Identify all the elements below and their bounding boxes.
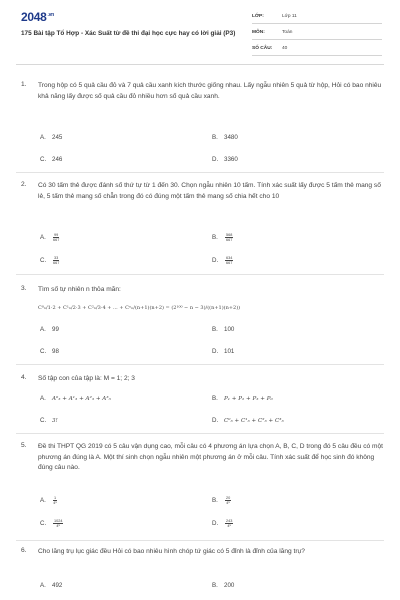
question-number: 4. — [21, 374, 27, 381]
meta-label: MÔN: — [252, 30, 265, 35]
option-letter: B. — [212, 582, 218, 589]
fraction-denominator: 4⁵ — [53, 500, 57, 505]
meta-label: LỚP: — [252, 14, 264, 19]
question-divider — [16, 172, 384, 173]
option-a[interactable] — [40, 496, 58, 505]
option-d[interactable] — [212, 348, 234, 355]
meta-row-subject — [252, 26, 382, 40]
option-a[interactable] — [40, 233, 60, 242]
option-value: 3360 — [224, 156, 238, 163]
option-letter: C. — [40, 520, 47, 528]
question-formula: C⁰ₙ/1·2 + C¹ₙ/2·3 + C²ₙ/3·4 + ... + Cⁿₙ/(n+1)(n+2) = (2¹⁰⁰ − n − 3)/((n+1)(n+2)) — [38, 305, 241, 311]
fraction-numerator: 33 — [54, 256, 59, 260]
option-value: C⁰₃ + C¹₃ + C²₃ + C³₃ — [224, 418, 284, 424]
question-number: 6. — [21, 547, 27, 554]
fraction-denominator: 4⁵ — [226, 500, 230, 505]
option-c[interactable] — [40, 417, 58, 424]
option-value: 3! — [52, 418, 58, 424]
option-d[interactable] — [212, 519, 234, 528]
option-letter: C. — [40, 156, 47, 163]
fraction-denominator: 667 — [226, 260, 233, 265]
logo-suffix: .vn — [47, 12, 54, 18]
option-letter: B. — [212, 134, 218, 141]
option-letter: C. — [40, 417, 47, 424]
option-b[interactable] — [212, 326, 234, 333]
question-number: 3. — [21, 285, 27, 292]
fraction-denominator: 4⁵ — [56, 523, 61, 528]
option-value: 99 — [52, 326, 59, 333]
fraction-denominator: 667 — [53, 237, 60, 242]
site-logo[interactable] — [21, 10, 54, 24]
option-b[interactable] — [212, 582, 234, 589]
meta-value: Lớp 11 — [282, 14, 297, 19]
option-fraction — [225, 256, 233, 265]
header-divider — [16, 64, 384, 65]
question-divider — [16, 274, 384, 275]
option-a[interactable] — [40, 395, 111, 402]
fraction-numerator: 99 — [54, 233, 59, 237]
option-value: 245 — [52, 134, 63, 141]
option-d[interactable] — [212, 417, 284, 424]
option-fraction — [53, 519, 63, 528]
option-letter: D. — [212, 520, 219, 528]
option-value: 246 — [52, 156, 63, 163]
fraction-numerator: 1024 — [54, 519, 63, 523]
fraction-numerator: 634 — [226, 256, 233, 260]
option-c[interactable] — [40, 256, 60, 265]
question-divider — [16, 364, 384, 365]
option-letter: A. — [40, 234, 46, 242]
option-letter: A. — [40, 497, 46, 505]
meta-value: Toán — [282, 30, 293, 35]
option-letter: A. — [40, 582, 46, 589]
option-letter: D. — [212, 417, 219, 424]
fraction-numerator: 20 — [226, 496, 231, 500]
fraction-numerator: 568 — [226, 233, 233, 237]
fraction-numerator: 1 — [54, 496, 57, 500]
option-d[interactable] — [212, 256, 234, 265]
option-a[interactable] — [40, 134, 62, 141]
option-letter: D. — [212, 348, 219, 355]
option-letter: B. — [212, 326, 218, 333]
option-value: 98 — [52, 348, 59, 355]
question-number: 1. — [21, 81, 27, 88]
option-letter: D. — [212, 257, 219, 265]
option-letter: A. — [40, 134, 46, 141]
option-letter: A. — [40, 395, 46, 402]
option-value: 100 — [224, 326, 235, 333]
option-c[interactable] — [40, 156, 62, 163]
meta-value: 40 — [282, 46, 288, 51]
option-fraction — [53, 256, 59, 265]
option-value: 101 — [224, 348, 235, 355]
meta-row-count — [252, 42, 382, 56]
fraction-denominator: 667 — [53, 260, 60, 265]
option-b[interactable] — [212, 233, 234, 242]
option-letter: D. — [212, 156, 219, 163]
fraction-denominator: 4⁵ — [227, 523, 232, 528]
option-b[interactable] — [212, 134, 238, 141]
option-c[interactable] — [40, 348, 59, 355]
option-b[interactable] — [212, 395, 273, 402]
question-number: 2. — [21, 181, 27, 188]
option-value: 200 — [224, 582, 235, 589]
option-value: 492 — [52, 582, 63, 589]
option-c[interactable] — [40, 519, 64, 528]
option-value: 3480 — [224, 134, 238, 141]
meta-row-class — [252, 10, 382, 24]
fraction-denominator: 667 — [226, 237, 233, 242]
question-divider — [16, 540, 384, 541]
option-letter: C. — [40, 348, 47, 355]
option-a[interactable] — [40, 326, 59, 333]
option-letter: C. — [40, 257, 47, 265]
option-letter: B. — [212, 497, 218, 505]
logo-main: 2048 — [21, 10, 47, 24]
question-text: Số tập con của tập là: M = 1; 2; 3 — [38, 375, 135, 382]
option-value: P₁ + P₂ + P₃ + P₀ — [224, 396, 273, 402]
option-b[interactable] — [212, 496, 232, 505]
option-fraction — [225, 496, 231, 505]
meta-label: SỐ CÂU: — [252, 46, 273, 51]
question-divider — [16, 433, 384, 434]
option-letter: B. — [212, 395, 218, 402]
option-letter: A. — [40, 326, 46, 333]
option-fraction — [53, 496, 57, 505]
option-value: A⁰₃ + A¹₃ + A²₃ + A³₃ — [52, 396, 111, 402]
question-text: Cho lăng trụ lục giác đều Hỏi có bao nhiêu hình chóp tứ giác có 5 đỉnh là đỉnh của lăng trụ? — [38, 548, 305, 555]
document-meta — [252, 10, 382, 58]
question-text: Đề thi THPT QG 2019 có 5 câu vận dụng cao, mỗi câu có 4 phương án lựa chọn A, B, C, D trong đó 5 câu đều có một phương án đúng là A. Một thí sinh chọn ngẫu nhiên một phương án ở mỗi câu. Tính xác suất để học sinh đó không đúng câu nào. — [38, 443, 383, 472]
question-number: 5. — [21, 442, 27, 449]
option-fraction — [225, 233, 233, 242]
question-text: Có 30 tấm thẻ được đánh số thứ tự từ 1 đến 30. Chọn ngẫu nhiên 10 tấm. Tính xác suất lấy được 5 tấm thẻ mang số lẻ, 5 tấm thẻ mang số chẵn trong đó có đúng một tấm thẻ mang số chia hết cho 10 — [38, 182, 381, 200]
document-title: 175 Bài tập Tổ Hợp - Xác Suất từ đề thi đại học cực hay có lời giải (P3) — [21, 30, 236, 37]
question-text: Tìm số tự nhiên n thỏa mãn: — [38, 286, 121, 293]
option-letter: B. — [212, 234, 218, 242]
option-a[interactable] — [40, 582, 62, 589]
fraction-numerator: 243 — [226, 519, 233, 523]
option-d[interactable] — [212, 156, 238, 163]
option-fraction — [225, 519, 233, 528]
option-fraction — [53, 233, 59, 242]
question-text: Trong hộp có 5 quả cầu đỏ và 7 quả cầu xanh kích thước giống nhau. Lấy ngẫu nhiên 5 quả từ hộp, Hỏi có bao nhiêu khả năng lấy được số quả cầu đỏ nhiều hơn số quả cầu xanh. — [38, 82, 382, 100]
